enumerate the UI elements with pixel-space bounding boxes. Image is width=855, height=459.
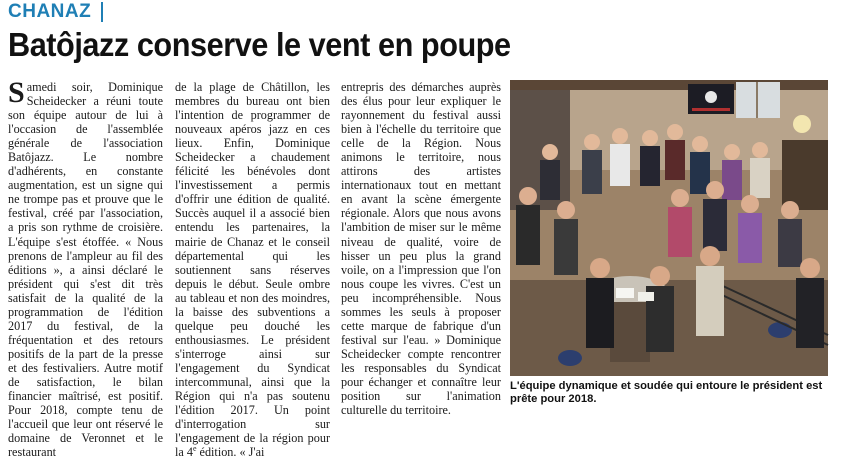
ordinal-superscript: e — [192, 444, 197, 454]
column-2-text-a: de la plage de Châtillon, les membres du bureau ont bien l'intention de programmer de nouveaux apéros jazz en ces lieux. Enfin, Dominique Scheidecker a chaudement félicité les bénévoles dont l'investissement a permis d'offrir une édition de qualité. Succès auquel il a associé bien entendu les partenaires, la mairie de Chanaz et le conseil départemental qui les soutiennent sans réserves depuis le début. Seule ombre au tableau et non des moindres, la baisse des subventions a quelque peu douché les enthousiasmes. Le président s'interroge ainsi sur l'engagement du Syndicat intercommunal, ainsi que la Région qui n'a pas soutenu l'édition 2017. Un point d'interrogation sur l'engagement de la région pour la 4 — [175, 80, 330, 459]
article-column-1 — [8, 76, 163, 459]
column-3-text: entrepris des démarches auprès des élus pour leur expliquer le rayonnement du festival aussi bien à l'échelle du territoire que celle de la Région. Nous animons le territoire, nous attirons des artistes internationaux tout en mettant en avant la scène émergente régionale. Alors que nous avons l'ambition de miser sur le même niveau de qualité, voire de hisser un peu plus la grand voile, on a l'impression que l'on nous coupe les vivres. C'est un peu incompréhensible. Nous sommes les seuls à proposer cette marque de fabrique d'un festival sur l'eau. » Dominique Scheidecker compte rencontrer les responsables du Syndicat pour échanger et connaître leur position sur l'animation culturelle du territoire. — [341, 80, 501, 418]
kicker-divider — [101, 2, 103, 22]
article-headline: Batôjazz conserve le vent en poupe — [8, 26, 511, 63]
article-column-2 — [175, 80, 330, 459]
group-photo — [510, 80, 828, 376]
article-paragraph-2 — [175, 80, 330, 459]
photo-caption: L'équipe dynamique et soudée qui entoure le président est prête pour 2018. — [510, 380, 823, 405]
section-kicker — [8, 1, 103, 23]
group-photo-illustration — [510, 80, 828, 376]
article-column-3 — [341, 80, 501, 417]
article-paragraph-3 — [341, 80, 501, 417]
article-paragraph-1 — [8, 76, 163, 459]
dropcap: S — [8, 76, 25, 109]
kicker-label: CHANAZ — [8, 1, 92, 22]
column-2-text-b: édition. « J'ai — [196, 445, 265, 459]
column-1-text: amedi soir, Dominique Scheidecker a réuni toute son équipe autour de lui à l'occasion de l'assemblée générale de l'association Batôjazz. Le nombre d'adhérents, en constante augmentation, est un signe qui ne trompe pas et prouve que le festival, créé par l'association, a pris son rythme de croisière. L'équipe s'est étoffée. « Nous prenons de l'ampleur au fil des éditions », a ainsi déclaré le président qui s'est dit très satisfait de la qualité de la programmation de l'édition 2017 du festival, de la fréquentation et des retours positifs de la part de la presse et des festivaliers. Autre motif de satisfaction, le bilan financier maîtrisé, est positif. Pour 2018, compte tenu de l'accueil que leur ont réservé le domaine de Veronnet et le restaurant — [8, 80, 163, 459]
